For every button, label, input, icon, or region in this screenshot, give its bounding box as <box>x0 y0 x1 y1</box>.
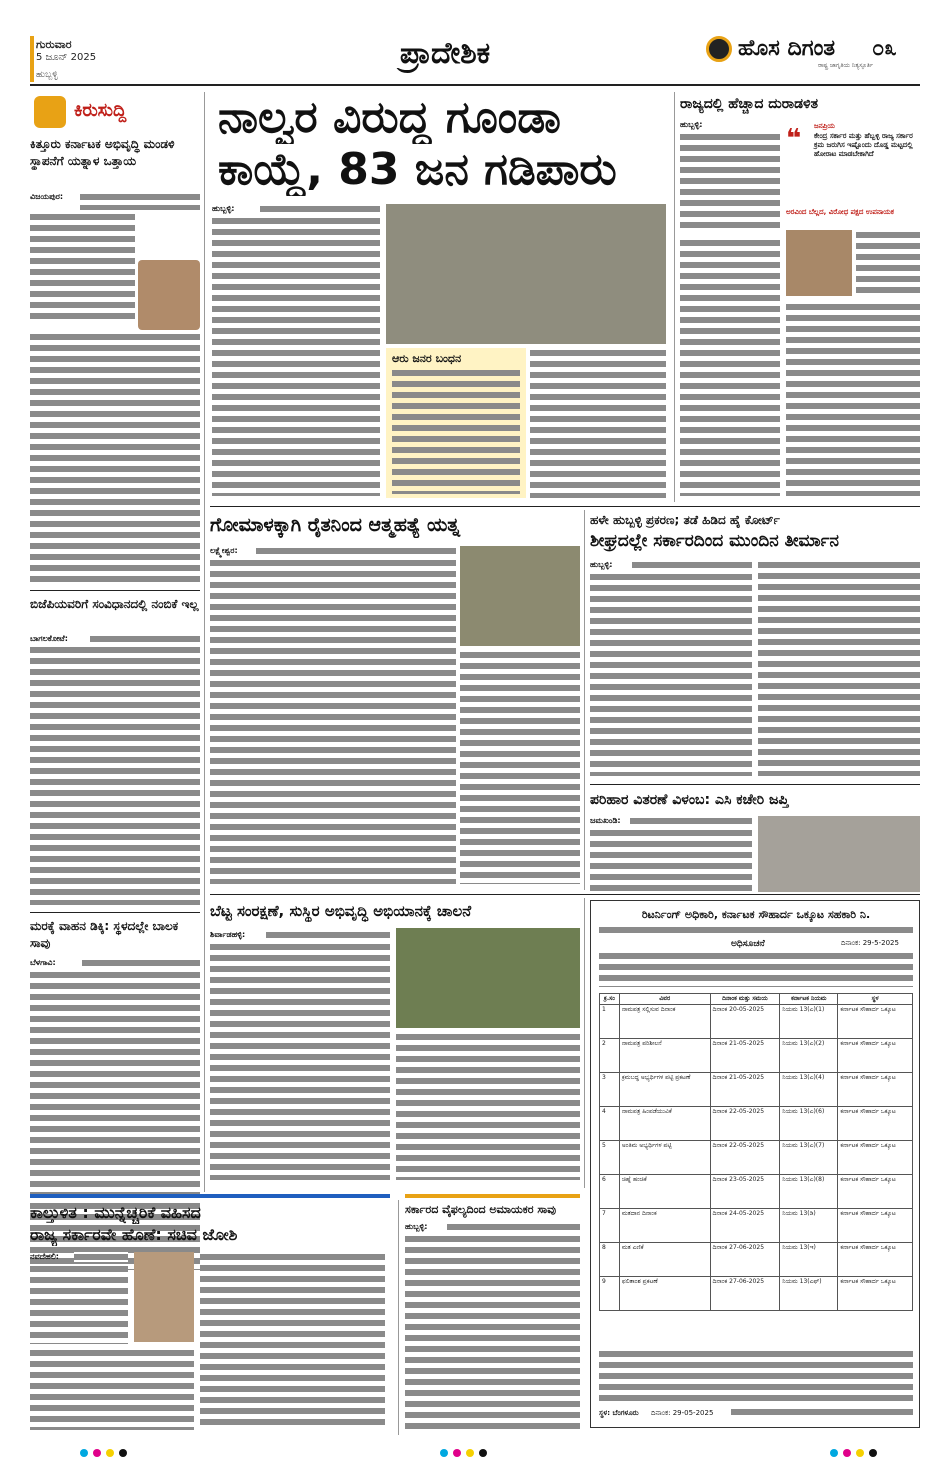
notice-footer-date: ದಿನಾಂಕ: 29-05-2025 <box>651 1409 714 1417</box>
notice-table-cell: ನಿಯಮ 13(ಎ)(6) <box>780 1107 838 1141</box>
notice-table-cell: ಕರ್ನಾಟಕ ಸೌಹಾರ್ದ ಒಕ್ಕೂಟ <box>838 1277 913 1311</box>
yatnal-photo <box>138 260 200 330</box>
notice-table-cell: ದಿನಾಂಕ 20-05-2025 <box>710 1005 780 1039</box>
farmer-dateline: ಲಕ್ಷ್ಮೇಶ್ವರ: <box>210 546 238 555</box>
header-city: ಹುಬ್ಬಳ್ಳಿ <box>36 70 58 80</box>
header <box>0 0 945 90</box>
election-notice <box>590 900 920 1428</box>
hill-story <box>210 898 580 1183</box>
notice-table-cell: 7 <box>600 1209 620 1243</box>
print-marks-center <box>440 1442 487 1460</box>
masthead-name: ಹೊಸ ದಿಗಂತ <box>738 36 836 61</box>
hubli-case-dateline: ಹುಬ್ಬಳ್ಳಿ: <box>590 560 613 569</box>
sidebar-item2-dateline: ಬಾಗಲಕೋಟೆ: <box>30 634 68 643</box>
notice-table-cell: ದಿನಾಂಕ 27-06-2025 <box>710 1243 780 1277</box>
notice-table-cell: ಮತದಾನ ದಿನಾಂಕ <box>619 1209 710 1243</box>
sidebar-item1-dateline: ವಿಜಯಪುರ: <box>30 192 64 201</box>
notice-table-cell: ನಿಯಮ 13(ಎಫ್) <box>780 1277 838 1311</box>
farmer-headline: ಗೋಮಾಳಕ್ಕಾಗಿ ರೈತನಿಂದ ಆತ್ಮಹತ್ಯೆ ಯತ್ನ <box>210 514 460 536</box>
notice-table-cell: ಫಲಿತಾಂಶ ಪ್ರಕಟಣೆ <box>619 1277 710 1311</box>
header-day: ಗುರುವಾರ <box>36 38 72 51</box>
notice-table-cell: ನಾಮಪತ್ರ ಸಲ್ಲಿಸುವ ದಿನಾಂಕ <box>619 1005 710 1039</box>
notice-table-row <box>600 1175 913 1209</box>
quote-icon: ❝ <box>786 124 802 154</box>
lead-headline-1: ನಾಲ್ವರ ವಿರುದ್ಧ ಗೂಂಡಾ <box>218 92 561 143</box>
notice-table-cell: 3 <box>600 1073 620 1107</box>
notice-table-cell: ಕರ್ನಾಟಕ ಸೌಹಾರ್ದ ಒಕ್ಕೂಟ <box>838 1039 913 1073</box>
notice-table-header: ವಿವರ <box>619 994 710 1005</box>
notice-table-cell: ದಿನಾಂಕ 22-05-2025 <box>710 1107 780 1141</box>
notice-table-cell: ಕರ್ನಾಟಕ ಸೌಹಾರ್ದ ಒಕ್ಕೂಟ <box>838 1073 913 1107</box>
lead-headline-2: ಕಾಯ್ದೆ, 83 ಜನ ಗಡಿಪಾರು <box>218 144 617 195</box>
header-date: 5 ಜೂನ್ 2025 <box>36 52 97 63</box>
notice-table-cell: 8 <box>600 1243 620 1277</box>
notice-table-row <box>600 1107 913 1141</box>
hill-headline: ಬೆಟ್ಟ ಸಂರಕ್ಷಣೆ, ಸುಸ್ಥಿರ ಅಭಿವೃದ್ಧಿ ಅಭಿಯಾನಕ್ಕೆ ಚಾಲನೆ <box>210 902 472 920</box>
notice-table <box>599 993 913 1311</box>
joshi-photo <box>134 1252 194 1342</box>
quote-label: ಜನಪ್ರಿಯ <box>814 122 835 130</box>
notice-table-cell: ಕರ್ನಾಟಕ ಸೌಹಾರ್ದ ಒಕ್ಕೂಟ <box>838 1243 913 1277</box>
lead-box-title: ಆರು ಜನರ ಬಂಧನ <box>392 352 462 365</box>
notice-table-cell: 9 <box>600 1277 620 1311</box>
notice-table-cell: 2 <box>600 1039 620 1073</box>
page-number: ೦೩ <box>872 36 897 61</box>
quote-author: ಅರವಿಂದ ಬೆಲ್ಲದ, ವಿರೋಧ ಪಕ್ಷದ ಉಪನಾಯಕ <box>786 208 894 216</box>
farmer-photo <box>460 546 580 646</box>
notice-table-header: ಸ್ಥಳ <box>838 994 913 1005</box>
notice-table-row <box>600 1073 913 1107</box>
hill-dateline: ಶಿರ್ವಾಡಹಳ್ಳಿ: <box>210 930 246 939</box>
notice-table-cell: ನಿಯಮ 13(ಎ)(1) <box>780 1005 838 1039</box>
quote-box <box>786 120 920 206</box>
notice-table-row <box>600 1141 913 1175</box>
notice-table-cell: ನಿಯಮ 13(ಎ)(4) <box>780 1073 838 1107</box>
govt-fail-story <box>405 1200 580 1435</box>
notice-table-cell: ಕರ್ನಾಟಕ ಸೌಹಾರ್ದ ಒಕ್ಕೂಟ <box>838 1005 913 1039</box>
notice-table-row <box>600 1005 913 1039</box>
notice-footer-place: ಸ್ಥಳ: ಬೆಂಗಳೂರು <box>599 1409 639 1417</box>
lead-box <box>386 348 526 498</box>
notice-table-cell: ಅಂತಿಮ ಅಭ್ಯರ್ಥಿಗಳ ಪಟ್ಟಿ <box>619 1141 710 1175</box>
hand-icon <box>34 96 66 128</box>
notice-table-cell: ನಾಮಪತ್ರ ಹಿಂಪಡೆಯುವಿಕೆ <box>619 1107 710 1141</box>
notice-table-cell: ನಿಯಮ 13(ಎ)(2) <box>780 1039 838 1073</box>
notice-table-row <box>600 1243 913 1277</box>
notice-table-cell: ಕ್ರಮಬದ್ಧ ಅಭ್ಯರ್ಥಿಗಳ ಪಟ್ಟಿ ಪ್ರಕಟಣೆ <box>619 1073 710 1107</box>
govt-fail-dateline: ಹುಬ್ಬಳ್ಳಿ: <box>405 1222 428 1231</box>
notice-table-cell: 4 <box>600 1107 620 1141</box>
masthead-tagline: ರಾಷ್ಟ್ರ ಜಾಗೃತಿಯ ನಿತ್ಯಸ್ಫೂರ್ತಿ <box>818 62 873 69</box>
notice-table-cell: ನಿಯಮ 13(ಎ)(7) <box>780 1141 838 1175</box>
masthead-logo-icon <box>706 36 732 62</box>
lead-story <box>210 92 670 502</box>
notice-table-row <box>600 1039 913 1073</box>
compensation-photo <box>758 816 920 892</box>
notice-table-cell: ದಿನಾಂಕ 21-05-2025 <box>710 1039 780 1073</box>
notice-table-cell: ದಿನಾಂಕ 23-05-2025 <box>710 1175 780 1209</box>
lead-photo <box>386 204 666 344</box>
notice-table-cell: ದಿನಾಂಕ 24-05-2025 <box>710 1209 780 1243</box>
sidebar-item1-title: ಕಿತ್ತೂರು ಕರ್ನಾಟಕ ಅಭಿವೃದ್ಧಿ ಮಂಡಳಿ ಸ್ಥಾಪನೆಗೆ ಯತ್ನಾಳ ಒತ್ತಾಯ <box>30 137 175 168</box>
notice-table-cell: ಚಿಹ್ನೆ ಹಂಚಿಕೆ <box>619 1175 710 1209</box>
notice-date: ದಿನಾಂಕ: 29-5-2025 <box>841 939 899 947</box>
notice-subtitle: ಅಧಿಸೂಚನೆ <box>731 939 765 949</box>
notice-table-row <box>600 1209 913 1243</box>
notice-table-cell: ದಿನಾಂಕ 21-05-2025 <box>710 1073 780 1107</box>
notice-table-cell: ಕರ್ನಾಟಕ ಸೌಹಾರ್ದ ಒಕ್ಕೂಟ <box>838 1141 913 1175</box>
govt-fail-headline: ಸರ್ಕಾರದ ವೈಫಲ್ಯದಿಂದ ಅಮಾಯಕರ ಸಾವು <box>405 1203 557 1216</box>
notice-title: ರಿಟರ್ನಿಂಗ್ ಅಧಿಕಾರಿ, ಕರ್ನಾಟಕ ಸೌಹಾರ್ದ ಒಕ್ಕೂಟ ಸಹಕಾರಿ ನಿ. <box>641 908 871 921</box>
compensation-headline: ಪರಿಹಾರ ವಿತರಣೆ ವಿಳಂಬ: ಎಸಿ ಕಚೇರಿ ಜಪ್ತಿ <box>590 792 789 808</box>
stampede-headline-2: ರಾಜ್ಯ ಸರ್ಕಾರವೇ ಹೊಣೆ: ಸಚಿವ ಜೋಶಿ <box>30 1225 238 1244</box>
hill-photo <box>396 928 580 1028</box>
print-marks-right <box>830 1442 877 1460</box>
hubli-case-story <box>590 510 920 780</box>
notice-table-cell: ಕರ್ನಾಟಕ ಸೌಹಾರ್ದ ಒಕ್ಕೂಟ <box>838 1107 913 1141</box>
stampede-dateline: ನವದೆಹಲಿ: <box>30 1252 59 1261</box>
lead-dateline: ಹುಬ್ಬಳ್ಳಿ: <box>212 204 235 213</box>
hubli-case-headline-1: ಹಳೇ ಹುಬ್ಬಳ್ಳಿ ಪ್ರಕರಣ; ತಡೆ ಹಿಡಿದ ಹೈ ಕೋರ್ಟ್ <box>590 513 780 527</box>
print-marks-left <box>80 1442 127 1460</box>
notice-table-header: ಕ್ರ.ಸಂ <box>600 994 620 1005</box>
notice-table-cell: ನಿಯಮ 13(ಇ) <box>780 1243 838 1277</box>
stampede-story <box>30 1200 385 1435</box>
notice-table-header: ದಿನಾಂಕ ಮತ್ತು ಸಮಯ <box>710 994 780 1005</box>
notice-table-cell: ನಿಯಮ 13(ಡಿ) <box>780 1209 838 1243</box>
sidebar <box>30 92 200 1192</box>
top-right-headline: ರಾಜ್ಯದಲ್ಲಿ ಹೆಚ್ಚಾದ ದುರಾಡಳಿತ <box>680 96 819 112</box>
notice-table-cell: ಕರ್ನಾಟಕ ಸೌಹಾರ್ದ ಒಕ್ಕೂಟ <box>838 1209 913 1243</box>
notice-table-header: ಕರ್ನಾಟಕ ನಿಯಮ <box>780 994 838 1005</box>
top-right-story <box>680 92 920 502</box>
compensation-dateline: ಜಮಖಂಡಿ: <box>590 816 621 825</box>
kirusuddi-badge <box>30 96 200 130</box>
sidebar-item3-title: ಮರಕ್ಕೆ ವಾಹನ ಡಿಕ್ಕಿ: ಸ್ಥಳದಲ್ಲೇ ಬಾಲಕ ಸಾವು <box>30 919 179 950</box>
notice-table-cell: ದಿನಾಂಕ 27-06-2025 <box>710 1277 780 1311</box>
sidebar-item2-title: ಬಿಜೆಪಿಯವರಿಗೆ ಸಂವಿಧಾನದಲ್ಲಿ ನಂಬಿಕೆ ಇಲ್ಲ <box>30 597 199 611</box>
kirusuddi-label: ಕಿರುಸುದ್ದಿ <box>74 100 127 121</box>
notice-table-row <box>600 1277 913 1311</box>
notice-table-cell: 6 <box>600 1175 620 1209</box>
header-left-bar <box>30 36 34 82</box>
quote-text: ಕೇಂದ್ರ ಸರ್ಕಾರ ಮತ್ತು ಹೆಬ್ಬಳ್ಳಿ ರಾಜ್ಯ ಸರ್ಕಾರ ಕ್ರಮ ಜರುಗಿಸ ಇಷ್ಟೊಂದು ದೊಡ್ಡ ಮಟ್ಟದಲ್ಲಿ ಹೋರಾಟ ಮಾಡಬೇಕಾಗಿದೆ <box>814 132 913 158</box>
notice-table-cell: ನಿಯಮ 13(ಎ)(8) <box>780 1175 838 1209</box>
top-right-dateline: ಹುಬ್ಬಳ್ಳಿ: <box>680 120 703 129</box>
stampede-headline-1: ಕಾಲ್ತುಳಿತ : ಮುನ್ನೆಚ್ಚರಿಕೆ ವಹಿಸದ <box>30 1203 201 1222</box>
compensation-story <box>590 788 920 892</box>
notice-table-cell: 5 <box>600 1141 620 1175</box>
hubli-case-headline-2: ಶೀಘ್ರದಲ್ಲೇ ಸರ್ಕಾರದಿಂದ ಮುಂದಿನ ತೀರ್ಮಾನ <box>590 531 839 551</box>
notice-table-cell: 1 <box>600 1005 620 1039</box>
bellad-photo <box>786 230 852 296</box>
notice-table-cell: ಮತ ಎಣಿಕೆ <box>619 1243 710 1277</box>
notice-table-cell: ಕರ್ನಾಟಕ ಸೌಹಾರ್ದ ಒಕ್ಕೂಟ <box>838 1175 913 1209</box>
notice-table-cell: ನಾಮಪತ್ರ ಪರಿಶೀಲನೆ <box>619 1039 710 1073</box>
sidebar-item3-dateline: ಬೆಳಗಾವಿ: <box>30 958 56 967</box>
farmer-story <box>210 510 580 890</box>
section-title: ಪ್ರಾದೇಶಿಕ <box>399 36 491 71</box>
notice-table-cell: ದಿನಾಂಕ 22-05-2025 <box>710 1141 780 1175</box>
